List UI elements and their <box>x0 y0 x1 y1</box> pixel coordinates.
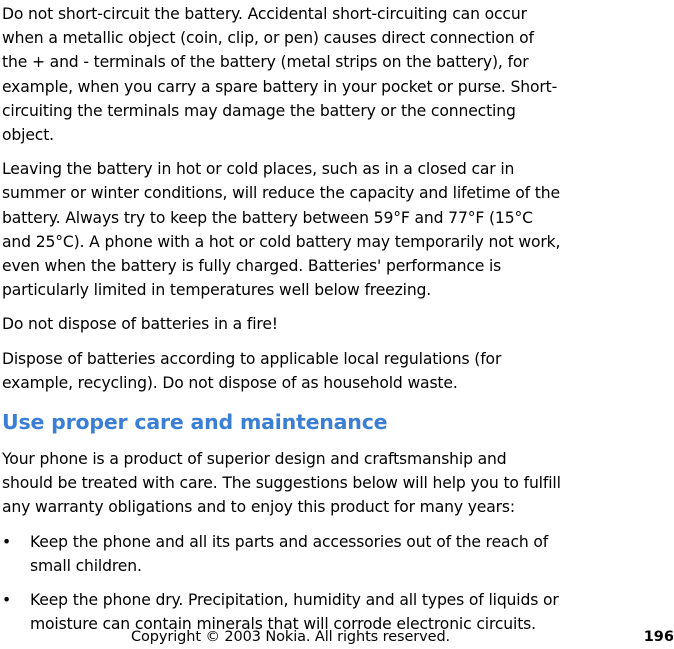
list-item <box>2 530 562 578</box>
section-heading: Use proper care and maintenance <box>2 410 388 435</box>
copyright-notice: Copyright © 2003 Nokia. All rights reserved. <box>131 629 451 645</box>
bullet-icon: • <box>2 591 12 610</box>
page-footer <box>0 627 674 649</box>
page-number: 196 <box>643 629 674 645</box>
paragraph-care-intro: Your phone is a product of superior design and craftsmanship and should be treated with care. The suggestions below will help you to fulfill any warranty obligations and to enjoy this product for many years: <box>2 450 561 517</box>
paragraph-disposal: Dispose of batteries according to applicable local regulations (for example, recycling). Do not dispose of as household waste. <box>2 349 502 392</box>
paragraph-fire: Do not dispose of batteries in a fire! <box>2 315 278 334</box>
paragraph-short-circuit: Do not short-circuit the battery. Accidental short-circuiting can occur when a metallic object (coin, clip, or pen) causes direct connection of the + and - terminals of the battery (metal strips on the battery), for example, when you carry a spare battery in your pocket or purse. Short-circuiting the terminals may damage the battery or the connecting object. <box>2 5 558 145</box>
list-item-text: Keep the phone dry. Precipitation, humidity and all types of liquids or moisture can contain minerals that will corrode electronic circuits. <box>30 591 559 634</box>
bullet-icon: • <box>2 532 12 551</box>
list-item-text: Keep the phone and all its parts and accessories out of the reach of small children. <box>30 532 549 575</box>
document-body <box>2 2 562 646</box>
paragraph-temperature: Leaving the battery in hot or cold places, such as in a closed car in summer or winter conditions, will reduce the capacity and lifetime of the battery. Always try to keep the battery between 59°F and 77°F (15°C and 25°C). A phone with a hot or cold battery may temporarily not work, even when the battery is fully charged. Batteries' performance is particularly limited in temperatures well below freezing. <box>2 160 561 300</box>
